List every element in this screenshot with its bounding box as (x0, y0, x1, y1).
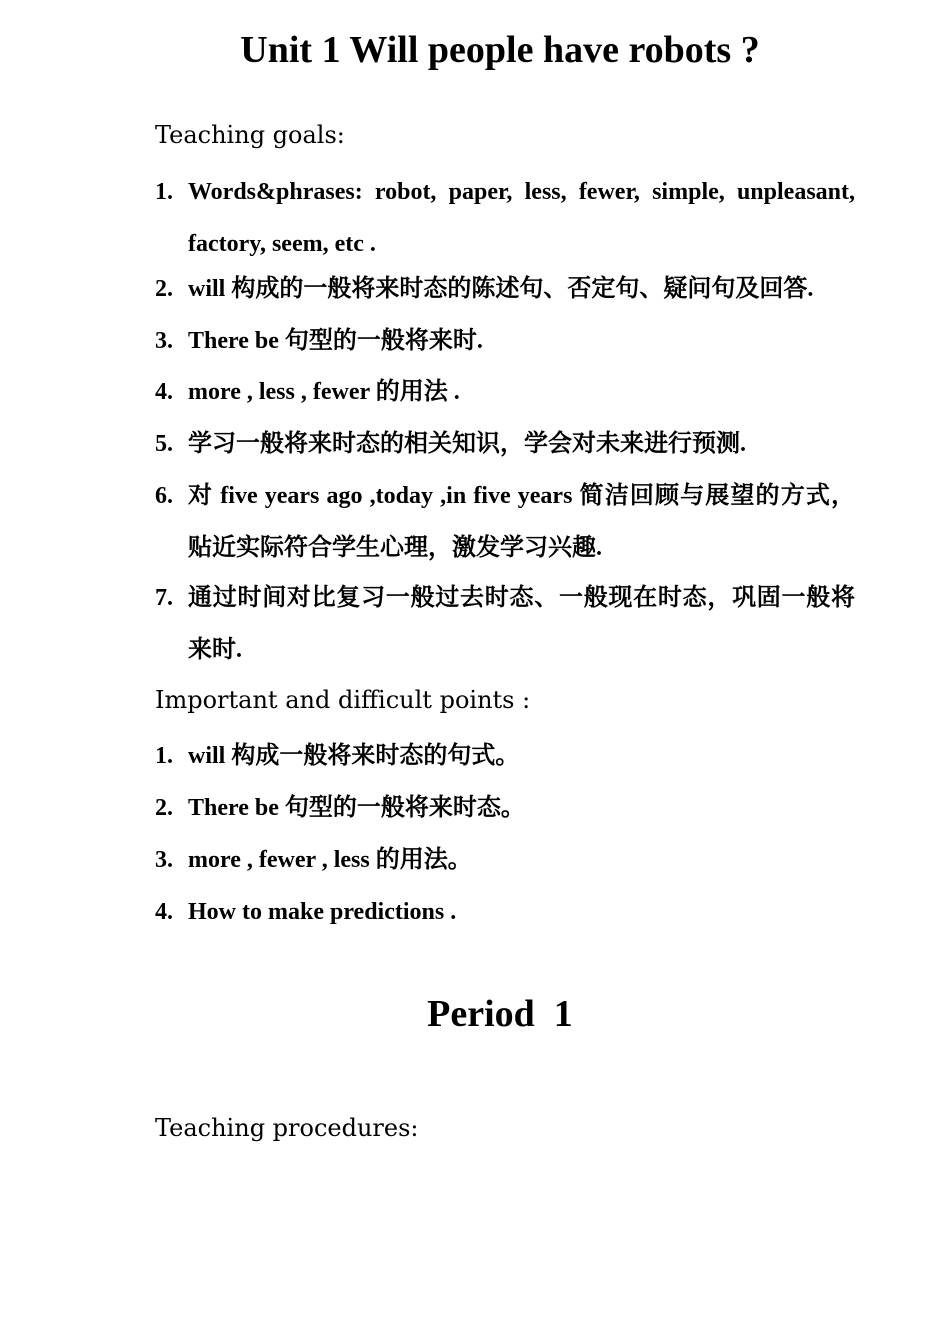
item-text: will 构成的一般将来时态的陈述句、否定句、疑问句及回答. (188, 276, 814, 302)
item-number: 1. (155, 179, 173, 205)
point-item-1 (155, 730, 855, 782)
goal-item-6 (155, 470, 855, 574)
item-text: 通过时间对比复习一般过去时态、一般现在时态，巩固一般将来时. (188, 585, 855, 663)
item-text: more , less , fewer 的用法 . (188, 379, 460, 405)
item-text: will 构成一般将来时态的句式。 (188, 743, 520, 769)
item-number: 4. (155, 379, 173, 405)
item-number: 3. (155, 847, 173, 873)
document-title: Unit 1 Will people have robots ? (240, 29, 760, 71)
item-text: There be 句型的一般将来时. (188, 328, 483, 354)
item-text: more , fewer , less 的用法。 (188, 847, 472, 873)
goal-item-1 (155, 166, 855, 270)
goal-item-4 (155, 366, 855, 418)
point-item-2 (155, 782, 855, 834)
item-number: 1. (155, 743, 173, 769)
item-number: 4. (155, 899, 173, 925)
point-item-4 (155, 886, 855, 938)
goal-item-7 (155, 572, 855, 676)
goal-item-2 (155, 263, 855, 315)
item-text: There be 句型的一般将来时态。 (188, 795, 525, 821)
item-text: How to make predictions . (188, 899, 457, 925)
point-item-3 (155, 834, 855, 886)
item-number: 2. (155, 795, 173, 821)
goal-item-5 (155, 418, 855, 470)
item-text: 学习一般将来时态的相关知识，学会对未来进行预测. (188, 431, 746, 457)
item-number: 5. (155, 431, 173, 457)
period-heading: Period 1 (427, 993, 573, 1035)
teaching-goals-heading: Teaching goals: (155, 121, 345, 149)
item-number: 6. (155, 483, 173, 509)
goal-item-3 (155, 315, 855, 367)
item-number: 3. (155, 328, 173, 354)
teaching-procedures-heading: Teaching procedures: (155, 1114, 419, 1142)
item-text: Words&phrases: robot, paper, less, fewer, simple, unpleasant, factory, seem, etc . (188, 179, 855, 257)
important-points-heading: Important and difficult points : (155, 686, 531, 714)
item-number: 7. (155, 585, 173, 611)
item-text: 对 five years ago ,today ,in five years 简洁回顾与展望的方式，贴近实际符合学生心理，激发学习兴趣. (188, 483, 855, 561)
item-number: 2. (155, 276, 173, 302)
